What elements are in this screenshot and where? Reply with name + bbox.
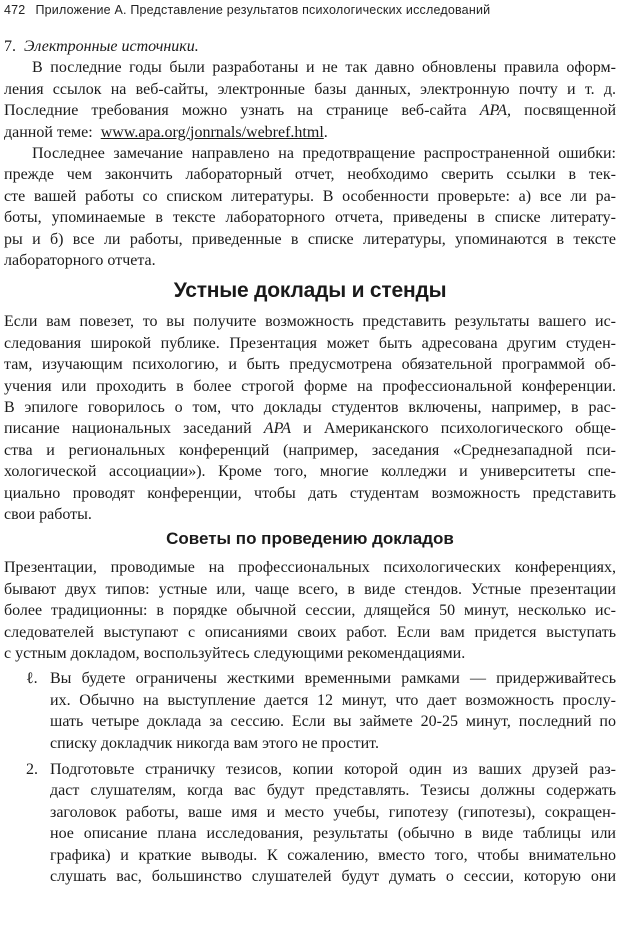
paragraph-line: Последние требования можно узнать на странице веб-сайта APA, посвященной [4,102,616,120]
list-item-line: Подготовьте страничку тезисов, копии которой один из ваших друзей раз- [50,761,616,778]
paragraph-line: В эпилоге говорилось о том, что доклады студентов включены, например, в рас- [4,399,616,416]
paragraph-line: там, изучающим психологию, и быть предусмотрена обязательной программой об- [4,356,616,374]
paragraph-line: сте вашей работы со списком литературы. В особенности проверьте: а) все ли ра- [4,187,616,205]
paragraph-line: свои работы. [4,506,92,523]
paragraph-line: хологической ассоциации»). Кроме того, многие колледжи и университеты спе- [4,463,616,481]
list-item-line: Вы будете ограничены жесткими временными рамками — придерживайтесь [50,670,616,688]
paragraph-line: данной теме: www.apa.org/jonrnals/webref.html. [4,123,328,141]
paragraph-line: циально проводят конференции, чтобы дать студентам возможность представить [4,484,616,502]
paragraph-line: Если вам повезет, то вы получите возможность представить результаты вашего ис- [4,313,616,331]
page-number: 472 [4,3,26,17]
paragraph-line: Презентации, проводимые на профессиональных психологических конференциях, [4,559,616,577]
list-item-line: списку докладчик никогда вам этого не простит. [50,734,379,752]
section-7-number: 7. [4,38,16,55]
paragraph-line: ства и региональных конференций (например, заседания «Среднезападной пси- [4,441,616,459]
paragraph-line: Последнее замечание направлено на предотвращение распространенной ошибки: [32,145,616,162]
paragraph-line: учения или проходить в более строгой форме на профессиональной конференции. [4,377,616,395]
paragraph-line: писание национальных заседаний APA и Американского психологического обще- [4,420,616,438]
paragraph-line: более традиционны: в порядке обычной сессии, длящейся 50 минут, несколько ис- [4,602,616,620]
list-item-line: шать четыре доклада за сессию. Если вы займете 20-25 минут, последний по [50,713,616,731]
list-item-line: графика) и краткие выводы. К сожалению, вместо того, чтобы внимательно [50,846,616,864]
webref-link[interactable]: www.apa.org/jonrnals/webref.html [100,123,324,141]
paragraph-line: бывают двух типов: устные или, чаще всего, в виде стендов. Устные презентации [4,580,616,598]
list-item-line: их. Обычно на выступление дается 12 минут, что дает возможность прослу- [50,691,616,709]
paragraph-line: следователей выступают с описаниями своих работ. Если вам придется выступать [4,623,616,641]
paragraph-line: ры и б) все ли работы, приведенные в списке литературы, упоминаются в тексте [4,230,616,248]
subsection-title-tips: Советы по проведению докладов [166,529,454,549]
running-head [4,3,616,17]
list-item-1-marker: ℓ. [26,670,38,688]
paragraph-line: В последние годы были разработаны и не так давно обновлены правила оформ- [32,59,616,77]
list-item-line: заголовок работы, ваше имя и место учебы, гипотезу (гипотезы), сокращен- [50,803,616,821]
paragraph-line: следования широкой публике. Презентация может быть адресована другим студен- [4,334,616,352]
paragraph-line: с устным докладом, воспользуйтесь следующими рекомендациями. [4,645,466,662]
section-7-title: Электронные источники. [24,38,199,55]
running-head-title: Приложение А. Представление результатов психологических исследований [35,3,491,17]
paragraph-line: прежде чем закончить лабораторный отчет, необходимо сверить ссылки в тек- [4,166,616,184]
list-item-line: даст слушателям, когда вас будут представлять. Тезисы должны содержать [50,782,616,800]
list-item-line: слушать вас, большинство слушателей будут думать о сессии, которую они [50,868,616,885]
paragraph-line: лабораторного отчета. [4,252,156,269]
section-title-oral: Устные доклады и стенды [173,279,447,303]
list-item-2-marker: 2. [26,761,38,778]
apa-abbrev: APA [263,420,292,438]
apa-abbrev: APA, [479,102,512,120]
list-item-line: ное описание плана исследования, результаты (обычно в виде таблицы или [50,825,616,843]
paragraph-line: боты, упоминаемые в тексте лабораторного отчета, приведены в списке литерату- [4,209,616,227]
section-7-heading [4,36,616,58]
paragraph-line: ления ссылок на веб-сайты, электронные базы данных, электронную почту и т. д. [4,80,616,98]
